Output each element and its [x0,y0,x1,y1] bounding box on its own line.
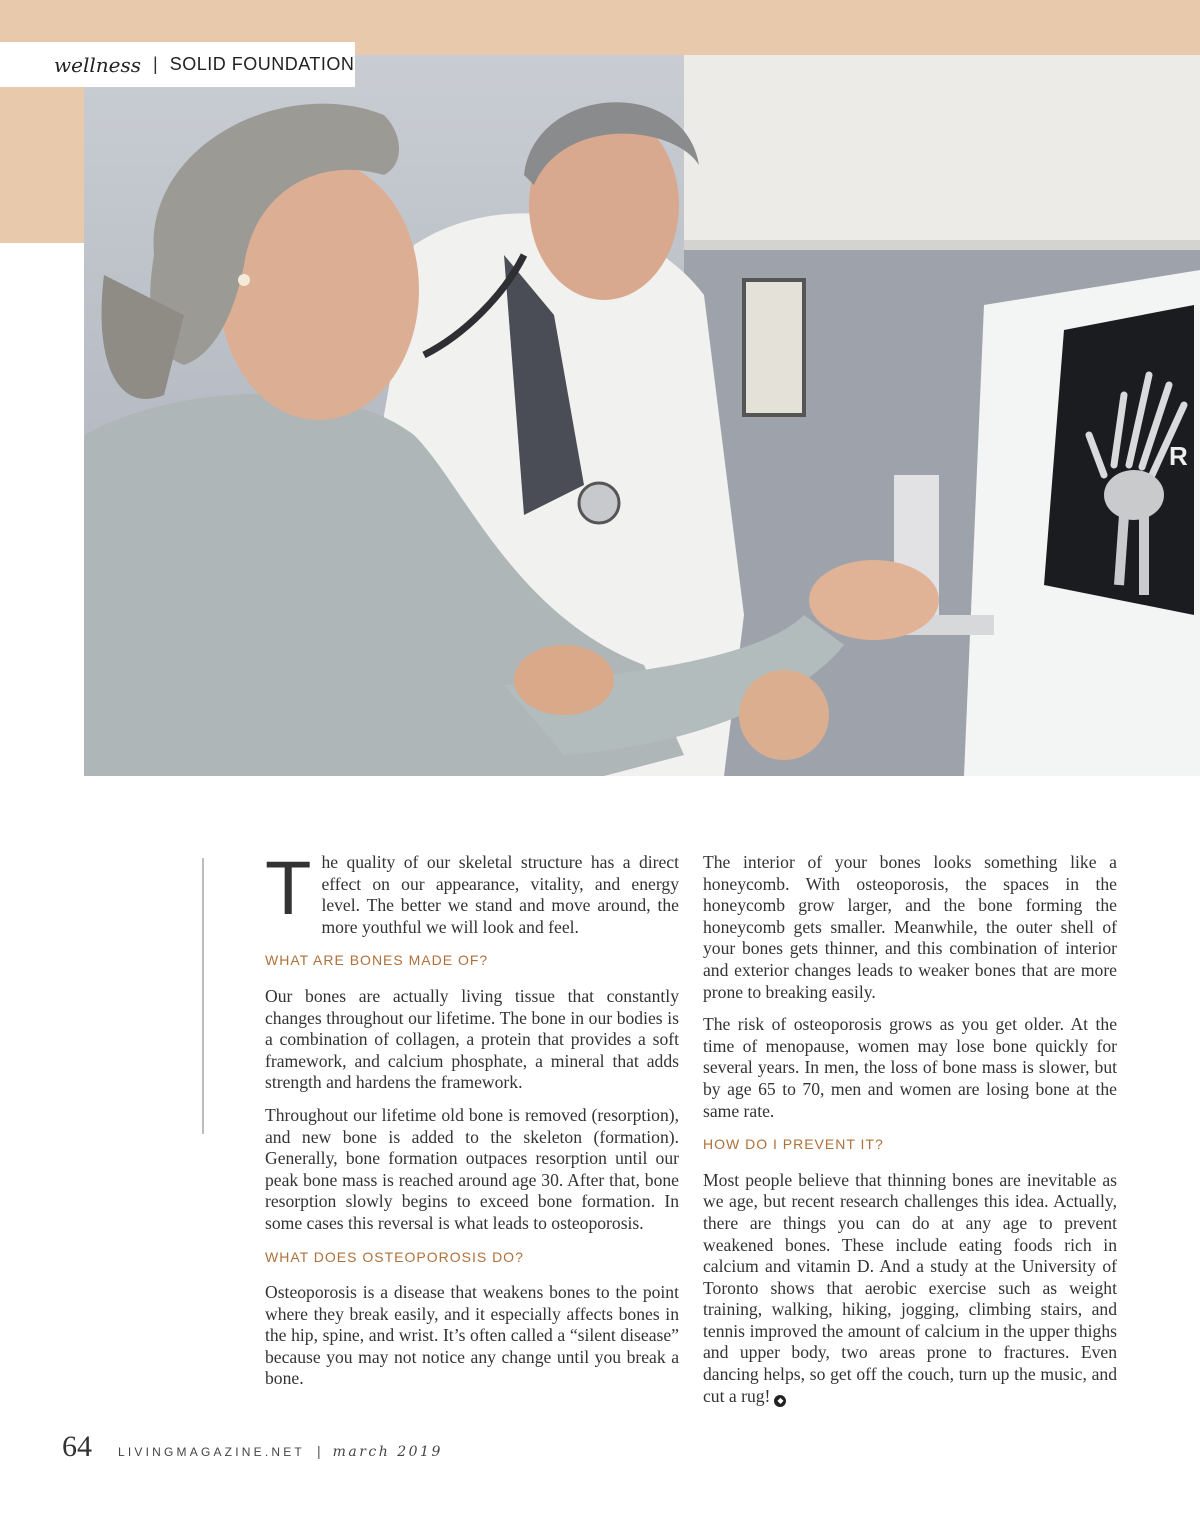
prevention-text: Most people believe that thinning bones are inevitable as we age, but recent research challenges this idea. Actually, there are things you can do at any age to prevent weakened bones. These include eating foods rich in calcium and vitamin D. And a study at the University of Toronto shows that aerobic exercise such as weight training, walking, hiking, jogging, climbing stairs, and tennis improved the amount of calcium in the upper thighs and upper body, two areas prone to fractures. Even dancing helps, so get off the couch, turn up the music, and cut a rug! [703,1169,1117,1406]
drop-cap: T [265,846,312,931]
page-number: 64 [62,1430,92,1463]
section-divider: | [153,54,158,74]
subheading-bones-made-of: WHAT ARE BONES MADE OF? [265,952,489,969]
intro-paragraph [265,846,679,938]
paragraph-osteoporosis: Osteoporosis is a disease that weakens bones to the point where they break easily, and it especially affects bones in the hip, spine, and wrist. It’s often called a “silent disease” because you may not notice any change until you break a bone. [265,1282,679,1389]
footer-site: LIVINGMAGAZINE.NET [118,1445,305,1459]
intro-text: he quality of our skeletal structure has a direct effect on our appearance, vitality, and energy level. The better we stand and move around, the more youthful we will look and feel. [321,852,679,937]
article-column-left [265,846,679,1401]
article-topic: SOLID FOUNDATION [169,54,355,74]
article-photo [84,55,1200,776]
section-name: wellness [54,52,141,77]
subheading-osteoporosis-do: WHAT DOES OSTEOPOROSIS DO? [265,1248,524,1265]
xray-label: R [1169,441,1188,471]
paragraph-prevention [703,1170,1117,1408]
paragraph-risk: The risk of osteoporosis grows as you get older. At the time of menopause, women may lose bone quickly for several years. In men, the loss of bone mass is slower, but by age 65 to 70, men and women are losing bone at the same rate. [703,1014,1117,1121]
end-mark-icon: ◆ [774,1395,786,1407]
vertical-rule [202,858,204,1134]
paragraph-honeycomb: The interior of your bones looks something like a honeycomb. With osteoporosis, the spaces in the honeycomb grow larger, and the bone forming the honeycomb gets smaller. Meanwhile, the outer shell of your bones gets thinner, and this combination of interior and exterior changes leads to weaker bones that are more prone to breaking easily. [703,852,1117,1002]
footer-divider: | [316,1443,321,1459]
footer-date: march 2019 [332,1444,443,1460]
article-column-right [703,852,1117,1418]
paragraph-living-tissue: Our bones are actually living tissue that constantly changes throughout our lifetime. The bone in our bodies is a combination of collagen, a protein that provides a soft framework, and calcium phosphate, a mineral that adds strength and hardens the framework. [265,985,679,1093]
page-footer [62,1430,443,1464]
section-tag [0,42,355,87]
paragraph-resorption: Throughout our lifetime old bone is removed (resorption), and new bone is added to the skeleton (formation). Generally, bone formation outpaces resorption until our peak bone mass is reached around age 30. After that, bone resorption slowly begins to exceed bone formation. In some cases this reversal is what leads to osteoporosis. [265,1104,679,1233]
subheading-prevent: HOW DO I PREVENT IT? [703,1136,884,1153]
